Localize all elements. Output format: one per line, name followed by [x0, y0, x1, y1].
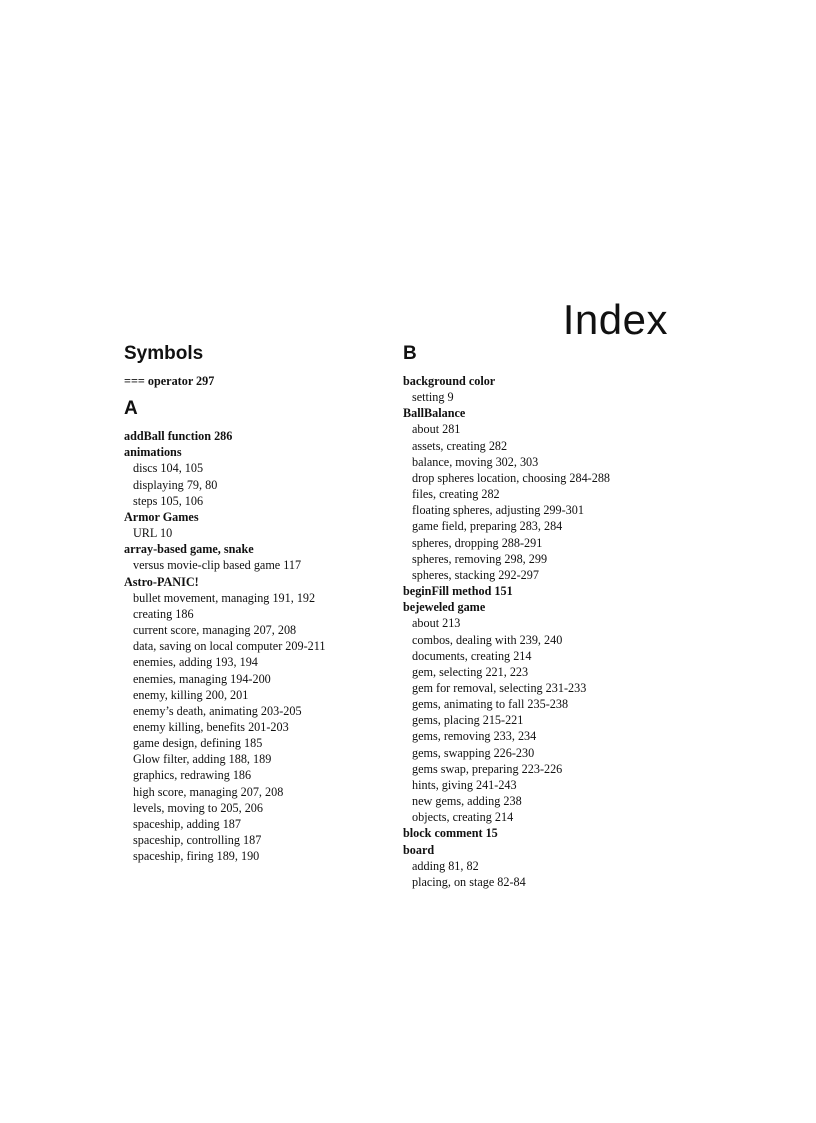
- index-subentry: spaceship, adding 187: [133, 816, 241, 831]
- index-subentry: steps 105, 106: [133, 493, 204, 508]
- section-heading: Symbols: [124, 343, 204, 364]
- index-subentry: bullet movement, managing 191, 192: [133, 590, 316, 605]
- index-subentry: objects, creating 214: [412, 810, 514, 825]
- index-subentry: enemy’s death, animating 203-205: [133, 703, 302, 718]
- index-subentry: spaceship, controlling 187: [133, 833, 262, 848]
- page-title: Index: [562, 296, 668, 344]
- index-subentry: new gems, adding 238: [412, 794, 522, 809]
- index-subentry: gem, selecting 221, 223: [412, 664, 529, 679]
- index-entry: array-based game, snake: [124, 542, 254, 557]
- index-subentry: about 213: [412, 616, 461, 631]
- index-subentry: spheres, stacking 292-297: [412, 567, 539, 582]
- index-subentry: data, saving on local computer 209-211: [133, 639, 326, 654]
- index-subentry: enemies, adding 193, 194: [133, 655, 258, 670]
- index-column-left: [124, 343, 384, 864]
- index-subentry: levels, moving to 205, 206: [133, 800, 263, 815]
- index-entry: Armor Games: [124, 509, 199, 524]
- index-subentry: spheres, removing 298, 299: [412, 551, 548, 566]
- index-entry: block comment 15: [403, 826, 498, 841]
- index-entry: animations: [124, 445, 182, 460]
- index-subentry: versus movie-clip based game 117: [133, 558, 302, 573]
- index-subentry: displaying 79, 80: [133, 477, 218, 492]
- index-section: [124, 398, 384, 864]
- index-subentry: floating spheres, adjusting 299-301: [412, 503, 584, 518]
- index-section: [124, 343, 384, 389]
- index-subentry: current score, managing 207, 208: [133, 623, 297, 638]
- index-entry: board: [403, 842, 435, 857]
- index-entry: bejeweled game: [403, 600, 486, 615]
- index-entry: addBall function 286: [124, 429, 233, 444]
- index-subentry: spheres, dropping 288-291: [412, 535, 543, 550]
- index-subentry: about 281: [412, 422, 461, 437]
- index-subentry: gems, animating to fall 235-238: [412, 697, 569, 712]
- index-section: [403, 343, 663, 890]
- index-subentry: discs 104, 105: [133, 461, 204, 476]
- index-subentry: gems, removing 233, 234: [412, 729, 537, 744]
- index-subentry: enemy killing, benefits 201-203: [133, 719, 289, 734]
- index-subentry: game design, defining 185: [133, 736, 263, 751]
- index-subentry: spaceship, firing 189, 190: [133, 849, 260, 864]
- section-heading: B: [403, 343, 417, 364]
- index-subentry: adding 81, 82: [412, 858, 479, 873]
- index-subentry: enemies, managing 194-200: [133, 671, 271, 686]
- index-entry: === operator 297: [124, 374, 215, 388]
- section-heading: A: [124, 398, 138, 420]
- index-subentry: balance, moving 302, 303: [412, 454, 539, 469]
- index-entry: background color: [403, 374, 496, 388]
- index-subentry: URL 10: [133, 526, 173, 541]
- index-subentry: creating 186: [133, 606, 194, 621]
- index-subentry: placing, on stage 82-84: [412, 874, 526, 889]
- index-subentry: enemy, killing 200, 201: [133, 687, 249, 702]
- index-subentry: gems, swapping 226-230: [412, 745, 535, 760]
- index-subentry: high score, managing 207, 208: [133, 784, 284, 799]
- index-subentry: assets, creating 282: [412, 438, 508, 453]
- index-subentry: setting 9: [412, 390, 454, 405]
- index-subentry: drop spheres location, choosing 284-288: [412, 470, 611, 485]
- index-entry: BallBalance: [403, 406, 466, 421]
- index-subentry: documents, creating 214: [412, 648, 532, 663]
- index-subentry: gems swap, preparing 223-226: [412, 761, 563, 776]
- index-subentry: gems, placing 215-221: [412, 713, 524, 728]
- index-subentry: hints, giving 241-243: [412, 777, 517, 792]
- index-subentry: files, creating 282: [412, 487, 500, 502]
- index-column-right: [403, 343, 663, 890]
- index-subentry: graphics, redrawing 186: [133, 768, 252, 783]
- index-subentry: gem for removal, selecting 231-233: [412, 680, 587, 695]
- index-subentry: game field, preparing 283, 284: [412, 519, 563, 534]
- index-entry: beginFill method 151: [403, 584, 513, 599]
- index-subentry: combos, dealing with 239, 240: [412, 632, 563, 647]
- index-entry: Astro-PANIC!: [124, 574, 199, 589]
- index-subentry: Glow filter, adding 188, 189: [133, 752, 272, 767]
